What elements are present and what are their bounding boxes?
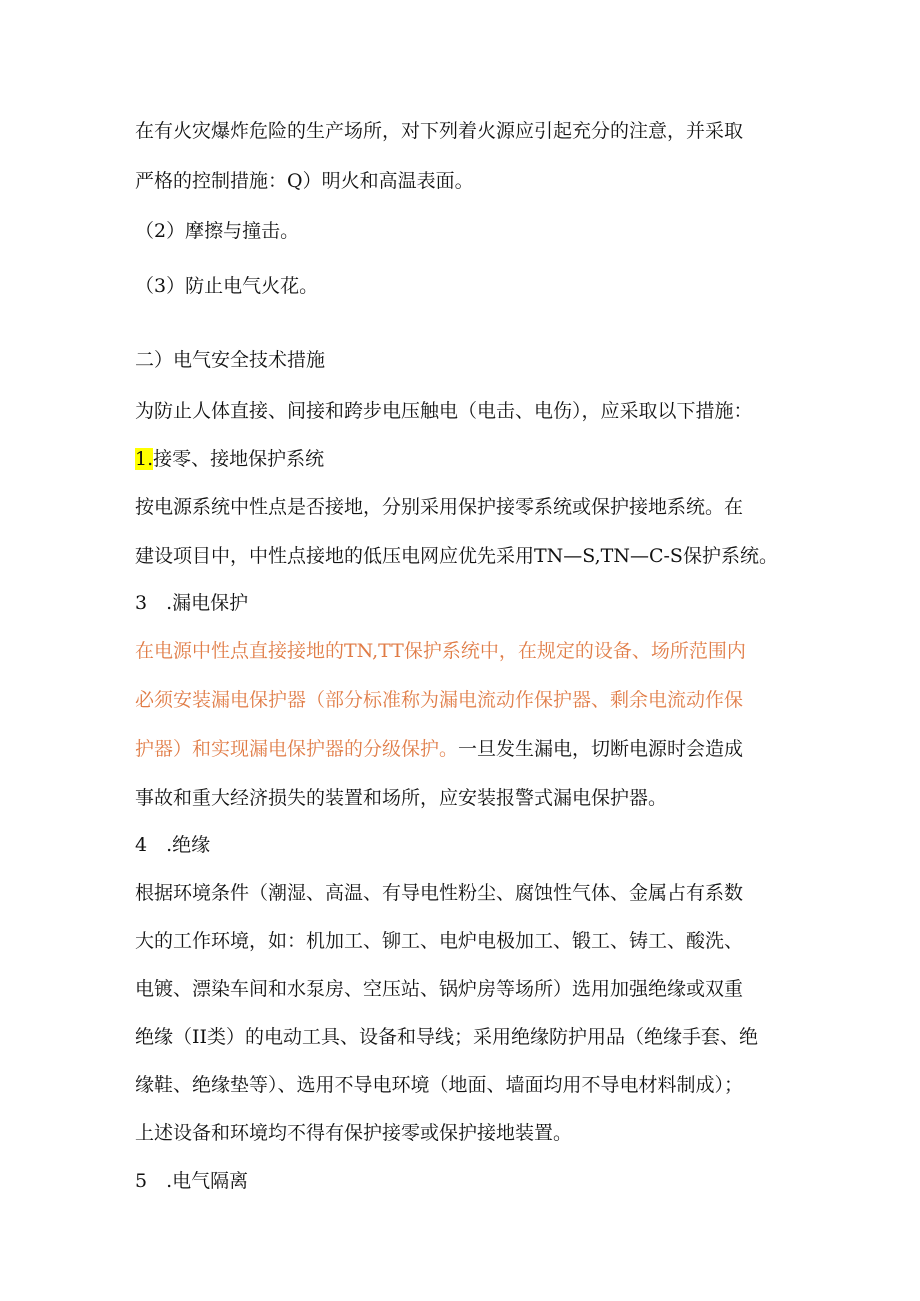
orange-text: 护器）和实现漏电保护器的分级保护。 bbox=[135, 738, 459, 760]
paragraph-line bbox=[135, 734, 795, 764]
list-item: （2）摩擦与撞击。 bbox=[135, 220, 300, 242]
subsection-heading: 4 .绝缘 bbox=[135, 834, 211, 856]
paragraph-line: 根据环境条件（潮湿、高温、有导电性粉尘、腐蚀性气体、金属占有系数 bbox=[135, 882, 744, 904]
subsection-heading: 3 .漏电保护 bbox=[135, 592, 249, 614]
highlight-mark: 1. bbox=[135, 448, 154, 470]
paragraph-line: 在电源中性点直接接地的TN,TT保护系统中，在规定的设备、场所范围内 bbox=[135, 640, 746, 662]
subsection-heading bbox=[135, 444, 795, 474]
black-text: 一旦发生漏电，切断电源时会造成 bbox=[458, 738, 744, 760]
paragraph-line: 建设项目中，中性点接地的低压电网应优先采用TN—S,TN—C-S保护系统。 bbox=[135, 545, 778, 567]
paragraph-line: 必须安装漏电保护器（部分标准称为漏电流动作保护器、剩余电流动作保 bbox=[135, 689, 744, 711]
paragraph-line: 电镀、漂染车间和水泵房、空压站、锅炉房等场所）选用加强绝缘或双重 bbox=[135, 978, 744, 1000]
paragraph-line: 按电源系统中性点是否接地，分别采用保护接零系统或保护接地系统。在 bbox=[135, 496, 744, 518]
paragraph-line: 严格的控制措施：Q）明火和高温表面。 bbox=[135, 170, 474, 192]
paragraph-line: 为防止人体直接、间接和跨步电压触电（电击、电伤），应采取以下措施： bbox=[135, 400, 753, 422]
paragraph-line: 在有火灾爆炸危险的生产场所，对下列着火源应引起充分的注意，并采取 bbox=[135, 120, 744, 142]
section-heading: 二）电气安全技术措施 bbox=[135, 349, 326, 371]
paragraph-line: 缘鞋、绝缘垫等）、选用不导电环境（地面、墙面均用不导电材料制成）； bbox=[135, 1074, 744, 1096]
paragraph-line: 事故和重大经济损失的装置和场所，应安装报警式漏电保护器。 bbox=[135, 787, 668, 809]
paragraph-line: 上述设备和环境均不得有保护接零或保护接地装置。 bbox=[135, 1122, 573, 1144]
subsection-heading-text: 接零、接地保护系统 bbox=[153, 448, 325, 470]
paragraph-line: 大的工作环境，如：机加工、铆工、电炉电极加工、锻工、铸工、酸洗、 bbox=[135, 930, 744, 952]
paragraph-line: 绝缘（II类）的电动工具、设备和导线；采用绝缘防护用品（绝缘手套、绝 bbox=[135, 1026, 759, 1048]
list-item: （3）防止电气火花。 bbox=[135, 275, 319, 297]
subsection-heading: 5 .电气隔离 bbox=[135, 1170, 249, 1192]
